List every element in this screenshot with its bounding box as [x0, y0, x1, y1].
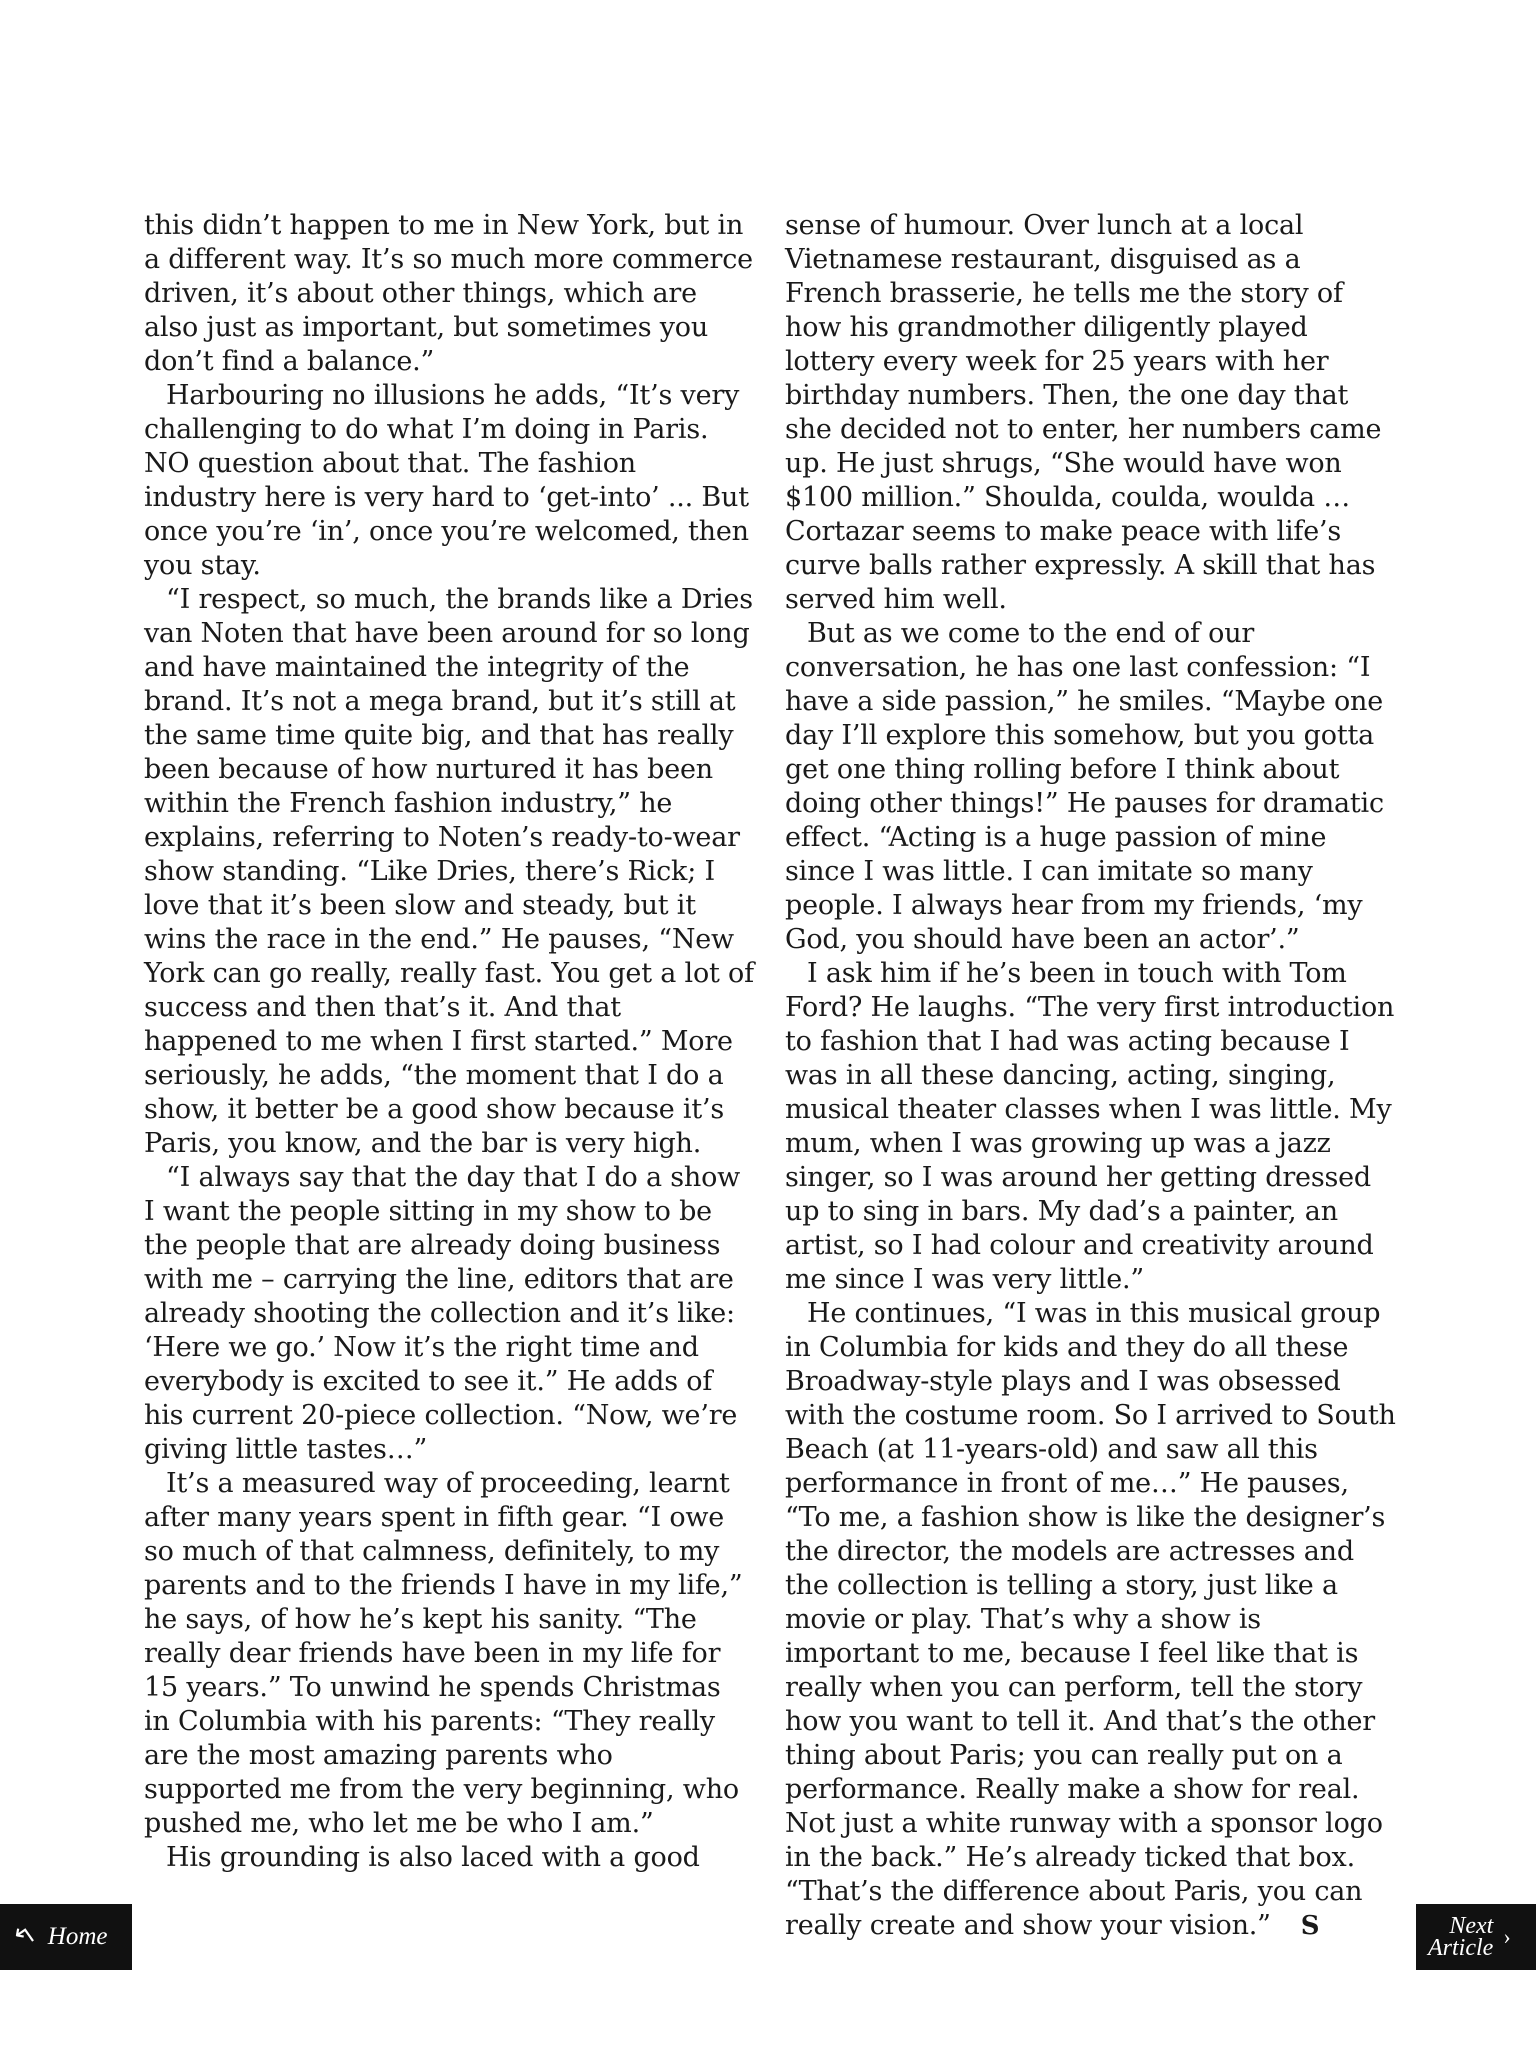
paragraph: I ask him if he’s been in touch with Tom Ford? He laughs. “The very first introduction to fashion that I had was acting because I was in all these dancing, acting, singing, musical theater classes when I was little. My mum, when I was growing up was a jazz singer, so I was around her getting dressed up to sing in bars. My dad’s a painter, an artist, so I had colour and creativity around me since I was very little.” — [785, 958, 1395, 1295]
paragraph: His grounding is also laced with a good — [166, 1842, 700, 1873]
paragraph: “I always say that the day that I do a show I want the people sitting in my show to be the people that are already doing business with me – carrying the line, editors that are already shooting the collection and it’s like: ‘Here we go.’ Now it’s the right time and everybody is excited to see it.” He adds of his current 20-piece collection. “Now, we’re giving little tastes…” — [144, 1162, 741, 1465]
next-label-line1: Next — [1449, 1913, 1494, 1939]
article-column-left — [144, 209, 754, 1875]
end-mark-icon: S — [1300, 1911, 1320, 1941]
paragraph-final — [785, 1297, 1397, 1943]
back-arrow-icon: ↰ — [7, 1918, 42, 1955]
home-button[interactable] — [0, 1904, 132, 1970]
paragraph: It’s a measured way of proceeding, learnt after many years spent in fifth gear. “I owe so much of that calmness, definitely, to my parents and to the friends I have in my life,” he says, of how he’s kept his sanity. “The really dear friends have been in my life for 15 years.” To unwind he spends Christmas in Columbia with his parents: “They really are the most amazing parents who supported me from the very beginning, who pushed me, who let me be who I am.” — [144, 1468, 743, 1839]
article-column-right — [785, 209, 1397, 1943]
home-label: Home — [47, 1923, 108, 1950]
paragraph: Harbouring no illusions he adds, “It’s very challenging to do what I’m doing in Paris. NO question about that. The fashion industry here is very hard to ‘get-into’ ... But once you’re ‘in’, once you’re welcomed, then you stay. — [144, 380, 749, 581]
chevron-right-icon: › — [1503, 1924, 1511, 1949]
paragraph: this didn’t happen to me in New York, but in a different way. It’s so much more commerce driven, it’s about other things, which are also just as important, but sometimes you don’t find a balance.” — [144, 210, 753, 377]
next-article-label — [1428, 1915, 1493, 1959]
next-article-button[interactable] — [1416, 1904, 1536, 1970]
paragraph: “I respect, so much, the brands like a Dries van Noten that have been around for so long and have maintained the integrity of the brand. It’s not a mega brand, but it’s still at the same time quite big, and that has really been because of how nurtured it has been within the French fashion industry,” he explains, referring to Noten’s ready-to-wear show standing. “Like Dries, there’s Rick; I love that it’s been slow and steady, but it wins the race in the end.” He pauses, “New York can go really, really fast. You get a lot of success and then that’s it. And that happened to me when I first started.” More seriously, he adds, “the moment that I do a show, it better be a good show because it’s Paris, you know, and the bar is very high. — [144, 584, 754, 1159]
paragraph: But as we come to the end of our conversation, he has one last confession: “I have a side passion,” he smiles. “Maybe one day I’ll explore this somehow, but you gotta get one thing rolling before I think about doing other things!” He pauses for dramatic effect. “Acting is a huge passion of mine since I was little. I can imitate so many people. I always hear from my friends, ‘my God, you should have been an actor’.” — [785, 618, 1384, 955]
next-label-line2: Article — [1428, 1935, 1494, 1961]
paragraph: sense of humour. Over lunch at a local Vietnamese restaurant, disguised as a French brasserie, he tells me the story of how his grandmother diligently played lottery every week for 25 years with her birthday numbers. Then, the one day that she decided not to enter, her numbers came up. He just shrugs, “She would have won $100 million.” Shoulda, coulda, woulda … Cortazar seems to make peace with life’s curve balls rather expressly. A skill that has served him well. — [785, 210, 1382, 615]
paragraph-final-text: He continues, “I was in this musical group in Columbia for kids and they do all these Broadway-style plays and I was obsessed with the costume room. So I arrived to South Beach (at 11-years-old) and saw all this performance in front of me…” He pauses, “To me, a fashion show is like the designer’s the director, the models are actresses and the collection is telling a story, just like a movie or play. That’s why a show is important to me, because I feel like that is really when you can perform, tell the story how you want to tell it. And that’s the other thing about Paris; you can really put on a performance. Really make a show for real. Not just a white runway with a sponsor logo in the back.” He’s already ticked that box. “That’s the difference about Paris, you can really create and show your vision.” — [785, 1298, 1396, 1941]
